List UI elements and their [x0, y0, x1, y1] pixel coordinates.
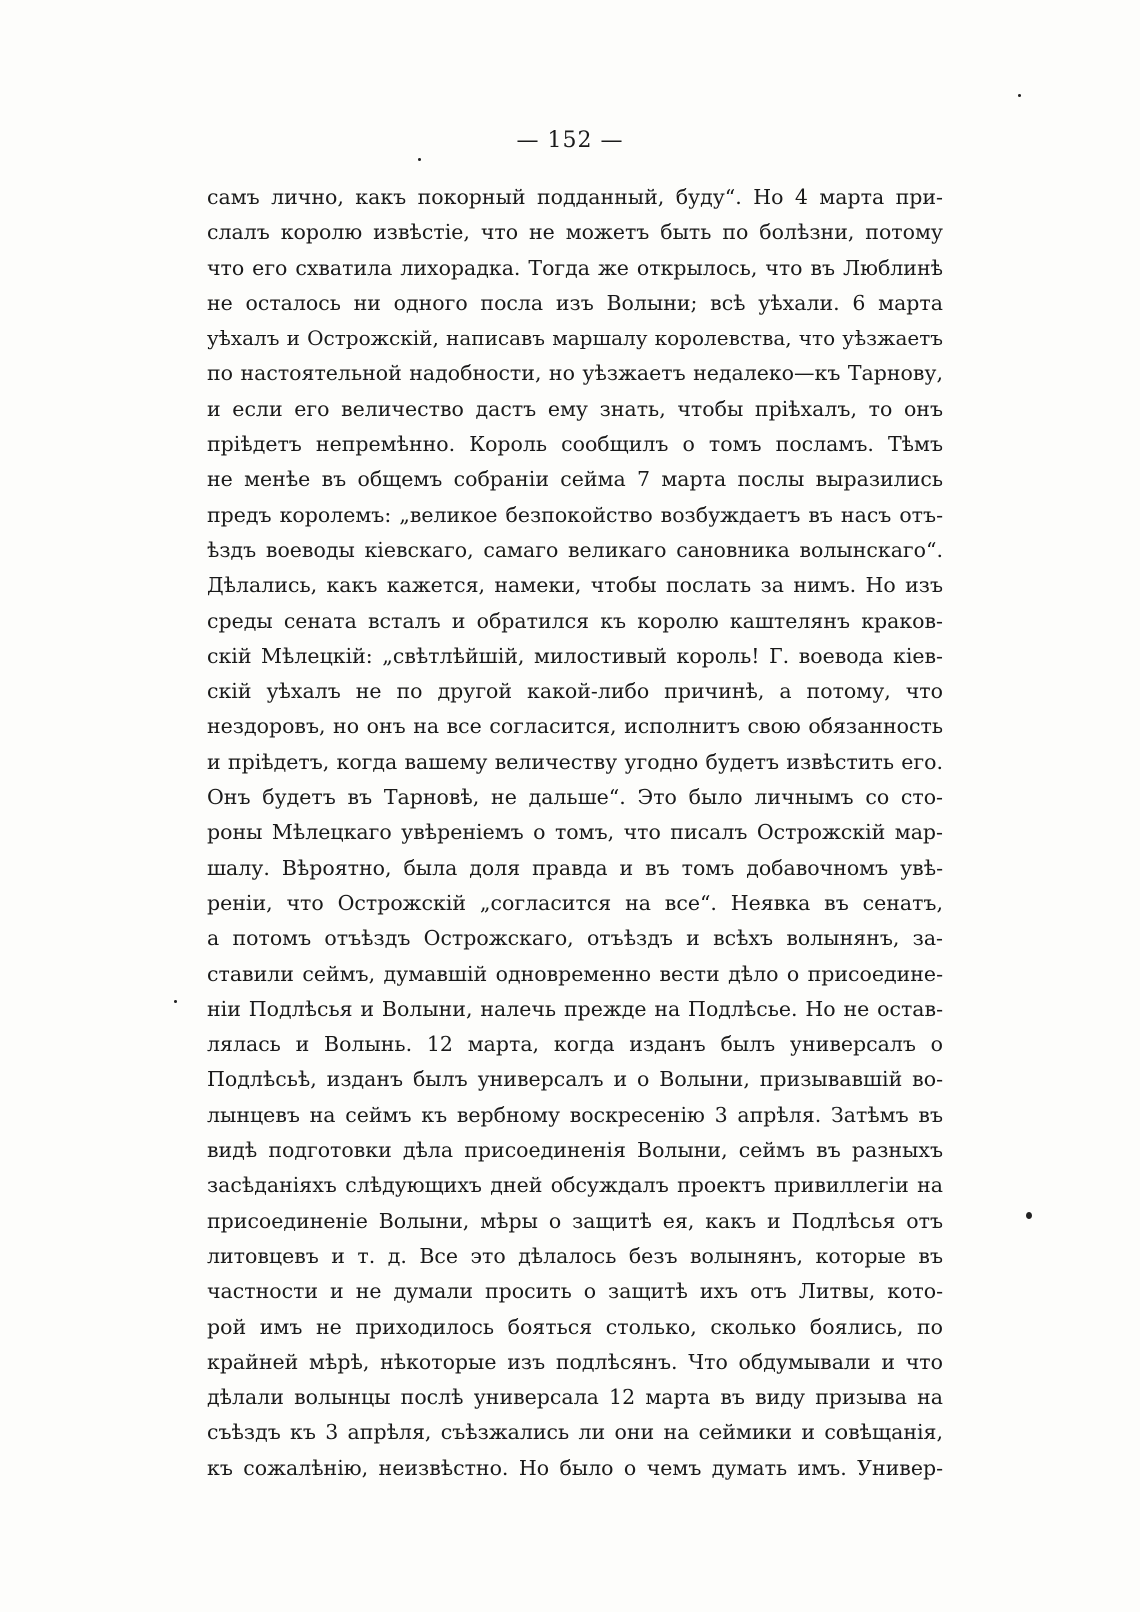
text-line: Онъ будетъ въ Тарновѣ, не дальше“. Это было личнымъ со сто-	[207, 785, 943, 810]
text-line: дѣлали волынцы послѣ универсала 12 марта въ виду призыва на	[207, 1385, 943, 1410]
text-line: что его схватила лихорадка. Тогда же открылось, что въ Люблинѣ	[207, 255, 943, 280]
text-line: видѣ подготовки дѣла присоединенія Волыни, сеймъ въ разныхъ	[207, 1138, 943, 1163]
text-line: и если его величество дастъ ему знать, чтобы пріѣхалъ, то онъ	[207, 396, 943, 421]
text-line: предъ королемъ: „великое безпокойство возбуждаетъ въ насъ отъ-	[207, 502, 943, 527]
text-line: частности и не думали просить о защитѣ ихъ отъ Литвы, кото-	[207, 1279, 943, 1304]
text-line: къ сожалѣнію, неизвѣстно. Но было о чемъ думать имъ. Универ-	[207, 1455, 943, 1480]
text-line: крайней мѣрѣ, нѣкоторые изъ подлѣсянъ. Что обдумывали и что	[207, 1349, 943, 1374]
text-line: самъ лично, какъ покорный подданный, буду“. Но 4 марта при-	[207, 185, 943, 209]
text-line: Дѣлались, какъ кажется, намеки, чтобы послать за нимъ. Но изъ	[207, 573, 943, 598]
scan-speck	[174, 1000, 177, 1003]
text-line: ніи Подлѣсья и Волыни, налечь прежде на Подлѣсье. Но не остав-	[207, 996, 943, 1021]
text-line: уѣхалъ и Острожскій, написавъ маршалу королевства, что уѣзжаетъ	[207, 326, 943, 351]
text-line: лялась и Волынь. 12 марта, когда изданъ былъ универсалъ о	[207, 1032, 943, 1057]
text-line: лынцевъ на сеймъ къ вербному воскресенію 3 апрѣля. Затѣмъ въ	[207, 1102, 943, 1127]
scan-speck	[1018, 94, 1021, 97]
text-line: ставили сеймъ, думавшій одновременно вести дѣло о присоедине-	[207, 961, 943, 986]
text-line: среды сената всталъ и обратился къ королю каштелянъ краков-	[207, 608, 943, 633]
text-line: роны Мѣлецкаго увѣреніемъ о томъ, что писалъ Острожскій мар-	[207, 820, 943, 845]
text-line: ѣздъ воеводы кіевскаго, самаго великаго сановника волынскаго“.	[207, 537, 943, 562]
scan-speck	[418, 158, 421, 161]
text-line: засѣданіяхъ слѣдующихъ дней обсуждалъ проектъ привиллегіи на	[207, 1173, 943, 1198]
body-text	[207, 180, 943, 1486]
text-line: скій Мѣлецкій: „свѣтлѣйшій, милостивый король! Г. воевода кіев-	[207, 643, 943, 668]
text-line: а потомъ отъѣздъ Острожскаго, отъѣздъ и всѣхъ волынянъ, за-	[207, 926, 943, 951]
text-line: пріѣдетъ непремѣнно. Король сообщилъ о томъ посламъ. Тѣмъ	[207, 432, 943, 457]
page-number: — 152 —	[516, 128, 624, 153]
scan-speck	[1026, 1212, 1032, 1219]
text-line: нездоровъ, но онъ на все согласится, исполнитъ свою обязанность	[207, 714, 943, 739]
text-line: по настоятельной надобности, но уѣзжаетъ недалеко—къ Тарнову,	[207, 361, 943, 386]
text-line: и пріѣдетъ, когда вашему величеству угодно будетъ извѣстить его.	[207, 749, 943, 774]
text-line: слалъ королю извѣстіе, что не можетъ быть по болѣзни, потому	[207, 220, 943, 245]
text-line: реніи, что Острожскій „согласится на все“. Неявка въ сенатъ,	[207, 890, 943, 915]
text-line: рой имъ не приходилось бояться столько, сколько боялись, по	[207, 1314, 943, 1339]
text-line: не менѣе въ общемъ собраніи сейма 7 марта послы выразились	[207, 467, 943, 492]
text-line: шалу. Вѣроятно, была доля правда и въ томъ добавочномъ увѣ-	[207, 855, 943, 880]
text-line: не осталось ни одного посла изъ Волыни; всѣ уѣхали. 6 марта	[207, 290, 943, 315]
text-line: присоединеніе Волыни, мѣры о защитѣ ея, какъ и Подлѣсья отъ	[207, 1208, 943, 1233]
text-line: литовцевъ и т. д. Все это дѣлалось безъ волынянъ, которые въ	[207, 1243, 943, 1268]
text-line: скій уѣхалъ не по другой какой-либо причинѣ, а потому, что	[207, 679, 943, 704]
text-line: Подлѣсьѣ, изданъ былъ универсалъ и о Волыни, призывавшій во-	[207, 1067, 943, 1092]
text-line: съѣздъ къ 3 апрѣля, съѣзжались ли они на сеймики и совѣщанія,	[207, 1420, 943, 1445]
